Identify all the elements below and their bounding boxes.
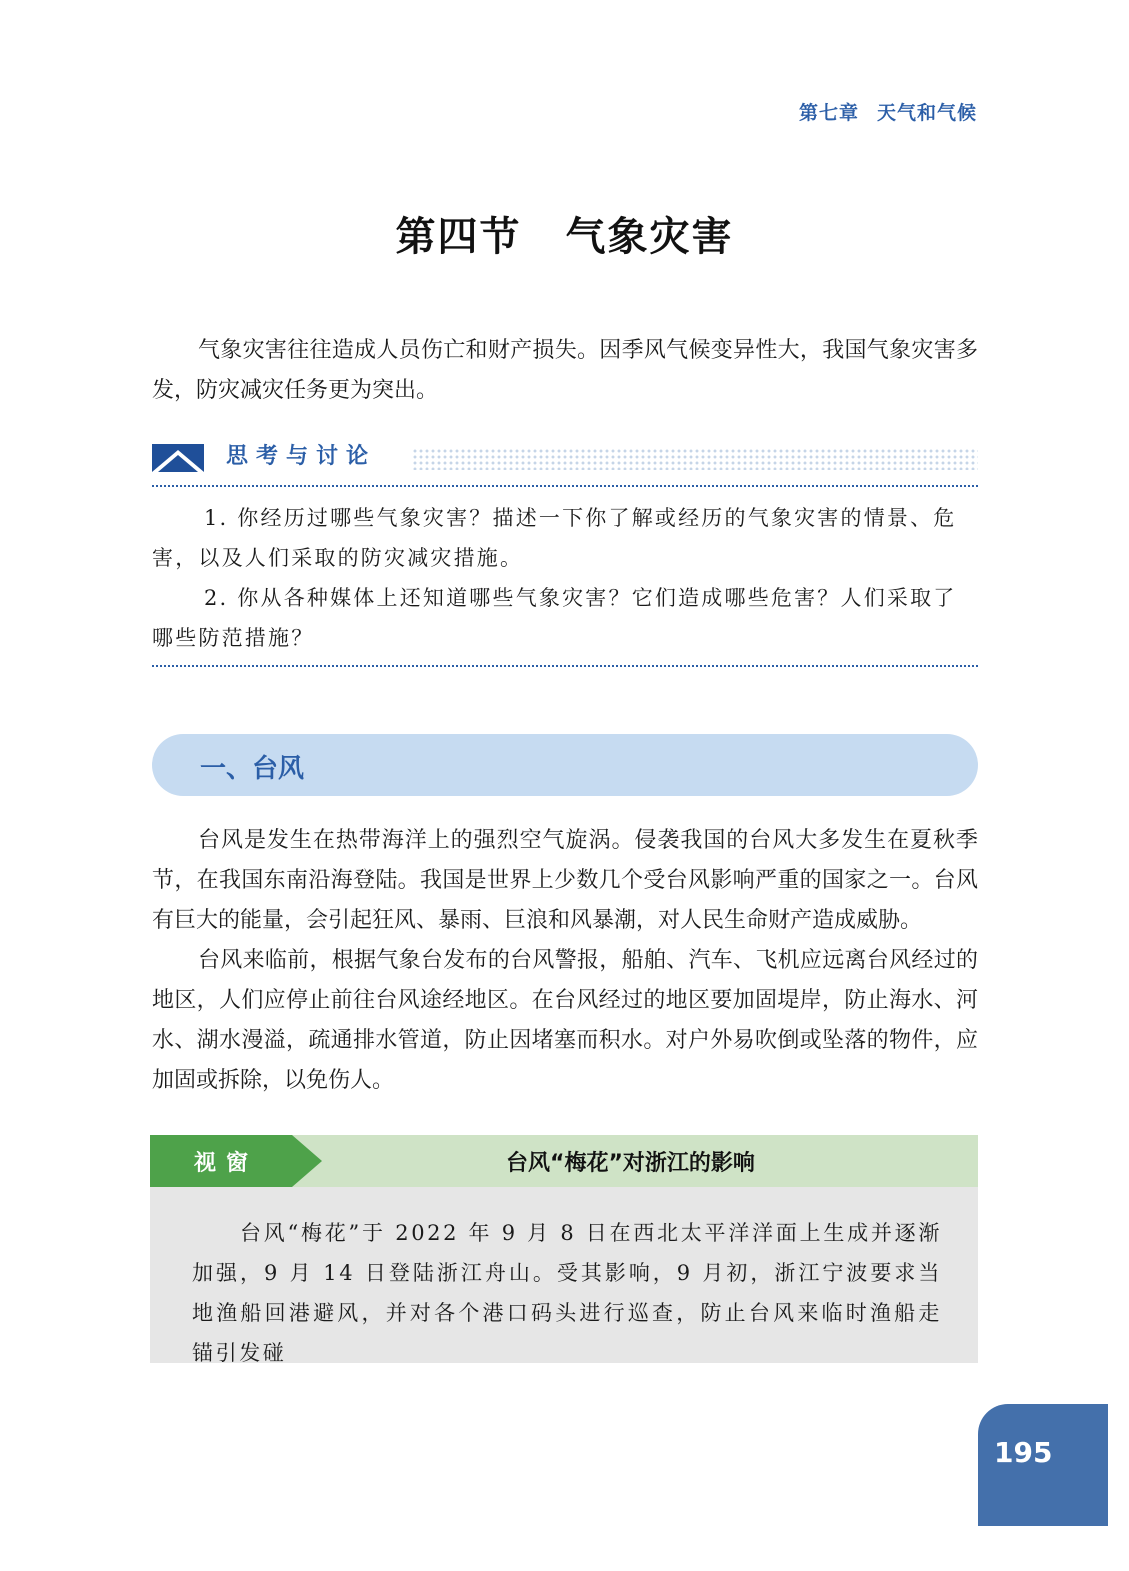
subsection-banner xyxy=(152,734,978,796)
discussion-title: 思考与讨论 xyxy=(226,442,390,472)
section-number: 第四节 xyxy=(395,214,522,260)
window-title: 台风“梅花”对浙江的影响 xyxy=(506,1151,755,1176)
window-tag: 视窗 xyxy=(194,1151,259,1176)
intro-paragraph: 气象灾害往往造成人员伤亡和财产损失。因季风气候变异性大，我国气象灾害多发，防灾减灾任务更为突出。 xyxy=(152,338,978,403)
discussion-question: 2. 你从各种媒体上还知道哪些气象灾害？它们造成哪些危害？人们采取了哪些防范措施？ xyxy=(152,586,957,650)
body-paragraph: 台风是发生在热带海洋上的强烈空气旋涡。侵袭我国的台风大多发生在夏秋季节，在我国东南沿海登陆。我国是世界上少数几个受台风影响严重的国家之一。台风有巨大的能量，会引起狂风、暴雨、巨浪和风暴潮，对人民生命财产造成威胁。 xyxy=(152,828,978,933)
chapter-number: 第七章 xyxy=(798,102,859,124)
section-name: 气象灾害 xyxy=(565,214,734,260)
discussion-header xyxy=(152,442,978,474)
divider-top xyxy=(152,485,978,487)
page-number: 195 xyxy=(994,1436,1053,1469)
page-number-tab xyxy=(978,1404,1108,1526)
section-title xyxy=(0,205,1129,262)
dotted-pattern xyxy=(412,448,978,470)
mountain-icon xyxy=(152,444,204,472)
divider-bottom xyxy=(152,665,978,667)
body-paragraph: 台风来临前，根据气象台发布的台风警报，船舶、汽车、飞机应远离台风经过的地区，人们应停止前往台风途经地区。在台风经过的地区要加固堤岸，防止海水、河水、湖水漫溢，疏通排水管道，防止因堵塞而积水。对户外易吹倒或坠落的物件，应加固或拆除，以免伤人。 xyxy=(152,948,978,1093)
discussion-question: 1. 你经历过哪些气象灾害？描述一下你了解或经历的气象灾害的情景、危害，以及人们采取的防灾减灾措施。 xyxy=(152,506,957,570)
window-box xyxy=(150,1135,978,1363)
subsection-title: 一、台风 xyxy=(200,754,305,784)
running-header xyxy=(799,98,977,125)
window-body: 台风“梅花”于 2022 年 9 月 8 日在西北太平洋洋面上生成并逐渐加强，9 月 14 日登陆浙江舟山。受其影响，9 月初，浙江宁波要求当地渔船回港避风，并对各个港口码头进行巡查，防止台风来临时渔船走锚引发碰 xyxy=(192,1221,942,1365)
chapter-title: 天气和气候 xyxy=(876,102,977,124)
